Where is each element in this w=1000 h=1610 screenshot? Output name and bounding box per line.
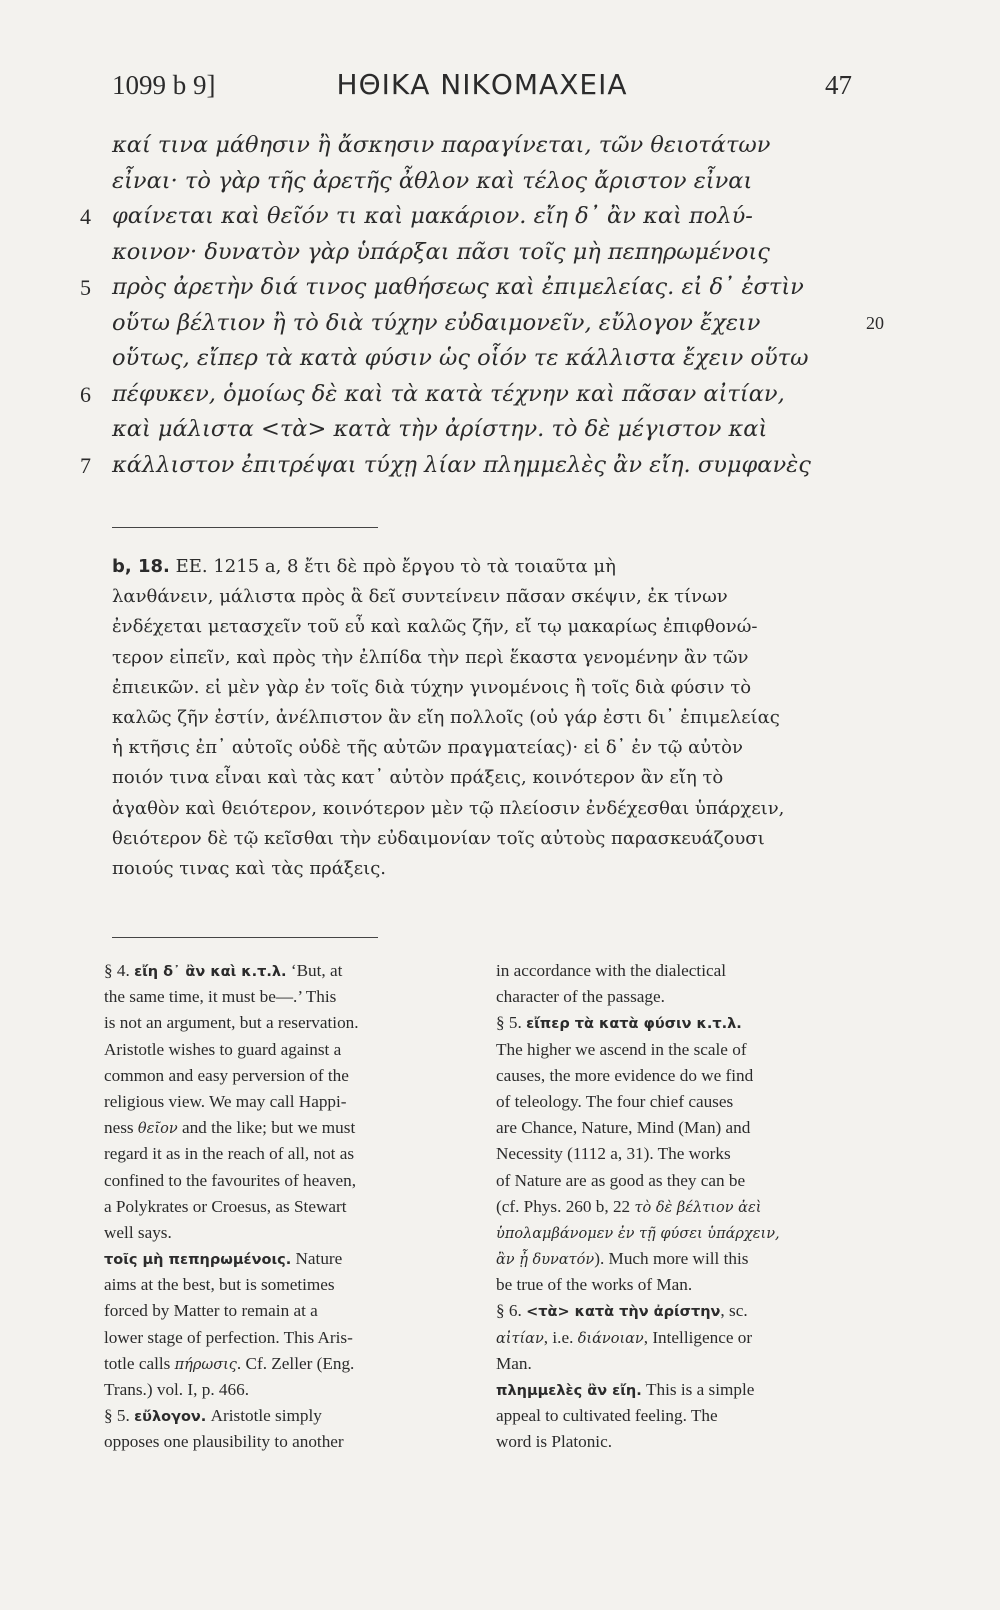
- note-line: [104, 1298, 456, 1324]
- note-text: word is Platonic.: [496, 1432, 613, 1452]
- commentary-left-column: [104, 958, 456, 1456]
- page-header: [112, 66, 852, 106]
- section-number: 5: [80, 275, 91, 300]
- note-text: and the like; but we must: [177, 1118, 356, 1138]
- note-line: [496, 1429, 848, 1455]
- line-text: εἶναι· τὸ γὰρ τῆς ἀρετῆς ἆθλον καὶ τέλος ἄριστον εἶναι: [112, 167, 753, 194]
- note-line: [104, 1141, 456, 1167]
- note-text: character of the passage.: [496, 987, 665, 1007]
- greek-quote: ὑπολαμβάνομεν ἐν τῇ φύσει ὑπάρχειν,: [496, 1225, 780, 1242]
- note-text: ness: [104, 1118, 138, 1138]
- greek-quote: αἰτίαν: [496, 1330, 544, 1347]
- reference-line: τερον εἰπεῖν, καὶ πρὸς τὴν ἐλπίδα τὴν περὶ ἕκαστα γενομένην ἂν τῶν: [112, 646, 749, 668]
- note-line: [496, 1246, 848, 1272]
- text-line: [80, 270, 852, 306]
- reference-line: θειότερον δὲ τῷ κεῖσθαι τὴν εὐδαιμονίαν τοῖς αὐτοὺς παρασκευάζουσι: [112, 827, 765, 849]
- running-title: ΗΘΙΚΑ ΝΙΚΟΜΑΧΕΙΑ: [336, 68, 628, 101]
- note-text: regard it as in the reach of all, not as: [104, 1144, 355, 1164]
- text-line: [80, 377, 852, 413]
- note-text: forced by Matter to remain at a: [104, 1301, 318, 1321]
- note-line: [104, 1010, 456, 1036]
- section-number: 7: [80, 452, 91, 478]
- note-text: Necessity (1112 a, 31). The works: [496, 1144, 731, 1164]
- note-text: the same time, it must be—.’ This: [104, 987, 337, 1007]
- note-line: [104, 1063, 456, 1089]
- note-text: (cf. Phys. 260 b, 22: [496, 1196, 635, 1216]
- note-text: totle calls: [104, 1353, 175, 1373]
- note-line: [496, 1325, 848, 1351]
- reference-head: b, 18.: [112, 556, 170, 577]
- main-text: [80, 128, 884, 483]
- note-line: [496, 1115, 848, 1141]
- note-line: [496, 1298, 848, 1324]
- note-text: opposes one plausibility to another: [104, 1432, 344, 1452]
- note-line: [104, 1246, 456, 1272]
- lemma: εὔλογον.: [134, 1409, 207, 1426]
- reference-line: ἐπιεικῶν. εἰ μὲν γὰρ ἐν τοῖς διὰ τύχην γινομένοις ἢ τοῖς διὰ φύσιν τὸ: [112, 676, 752, 698]
- note-text: ). Much more will this: [594, 1249, 749, 1269]
- text-line: [112, 341, 852, 377]
- greek-quote: πήρωσις: [174, 1356, 237, 1373]
- note-text: Aristotle wishes to guard against a: [104, 1039, 342, 1059]
- note-text: , i.e.: [543, 1327, 578, 1347]
- line-text: οὕτω βέλτιον ἢ τὸ διὰ τύχην εὐδαιμονεῖν, εὔλογον ἔχειν: [112, 309, 761, 336]
- reference-line: ἡ κτῆσις ἐπ᾽ αὐτοῖς οὐδὲ τῆς αὐτῶν πραγματείας)· εἰ δ᾽ ἐν τῷ αὐτὸν: [112, 737, 743, 759]
- note-text: ‘But, at: [286, 961, 343, 980]
- note-text: are Chance, Nature, Mind (Man) and: [496, 1118, 751, 1138]
- note-line: [496, 1220, 848, 1246]
- reference-line: ἀγαθὸν καὶ θειότερον, κοινότερον μὲν τῷ πλείοσιν ἐνδέχεσθαι ὑπάρχειν,: [112, 797, 785, 819]
- text-line: [112, 128, 852, 164]
- text-line: [112, 164, 852, 200]
- note-text: Trans.) vol. I, p. 466.: [104, 1380, 249, 1399]
- text-line: [112, 412, 852, 448]
- text-line: [80, 199, 852, 235]
- note-text: be true of the works of Man.: [496, 1275, 693, 1295]
- note-line: [104, 1429, 456, 1455]
- note-line: [104, 1377, 456, 1403]
- reference-text: ΕΕ. 1215 a, 8 ἔτι δὲ πρὸ ἔργου τὸ τὰ τοιαῦτα μὴ: [169, 556, 616, 577]
- note-line: [104, 958, 456, 984]
- note-text: This is a simple: [641, 1380, 755, 1399]
- greek-quote: διάνοιαν: [577, 1330, 644, 1347]
- note-line: [104, 1194, 456, 1220]
- reference-line: ποιόν τινα εἶναι καὶ τὰς κατ᾽ αὐτὸν πράξεις, κοινότερον ἂν εἴη τὸ: [112, 767, 724, 789]
- note-text: § 4.: [104, 961, 135, 980]
- note-text: . Cf. Zeller (Eng.: [236, 1353, 355, 1373]
- note-text: common and easy perversion of the: [104, 1065, 349, 1085]
- note-line: [496, 1377, 848, 1403]
- lemma: <τὰ> κατὰ τὴν ἀρίστην: [526, 1304, 721, 1321]
- note-text: § 6.: [496, 1301, 527, 1321]
- note-text: in accordance with the dialectical: [496, 961, 727, 980]
- line-text: κάλλιστον ἐπιτρέψαι τύχῃ λίαν πλημμελὲς ἂν εἴη. συμφανὲς: [112, 451, 811, 478]
- note-text: religious view. We may call Happi-: [104, 1091, 347, 1111]
- note-text: of teleology. The four chief causes: [496, 1091, 734, 1111]
- line-text: καί τινα μάθησιν ἢ ἄσκησιν παραγίνεται, τῶν θειοτάτων: [112, 132, 771, 158]
- reference-line: ἐνδέχεται μετασχεῖν τοῦ εὖ καὶ καλῶς ζῆν, εἴ τῳ μακαρίως ἐπιφθονώ-: [112, 616, 758, 638]
- greek-quote: ἂν ᾖ δυνατόν: [496, 1252, 595, 1269]
- note-line: [496, 1010, 848, 1036]
- lemma: πλημμελὲς ἂν εἴη.: [496, 1383, 642, 1399]
- note-text: , Intelligence or: [643, 1327, 753, 1347]
- note-text: is not an argument, but a reservation.: [104, 1013, 359, 1033]
- note-line: [496, 1063, 848, 1089]
- line-number: 20: [866, 312, 884, 333]
- note-line: [496, 1141, 848, 1167]
- note-line: [496, 984, 848, 1010]
- lemma: τοῖς μὴ πεπηρωμένοις.: [104, 1252, 292, 1269]
- note-line: [104, 1115, 456, 1141]
- note-text: § 5.: [496, 1013, 527, 1033]
- text-line: [112, 235, 852, 271]
- note-line: [496, 1351, 848, 1377]
- note-line: [104, 984, 456, 1010]
- line-text: φαίνεται καὶ θεῖόν τι καὶ μακάριον. εἴη δ᾽ ἂν καὶ πολύ-: [112, 203, 753, 229]
- divider: [112, 527, 378, 528]
- page-number: 47: [825, 70, 852, 100]
- line-text: καὶ μάλιστα <τὰ> κατὰ τὴν ἀρίστην. τὸ δὲ μέγιστον καὶ: [112, 416, 768, 442]
- reference-line: λανθάνειν, μάλιστα πρὸς ἃ δεῖ συντείνειν πᾶσαν σκέψιν, ἐκ τίνων: [112, 586, 728, 608]
- line-text: πρὸς ἀρετὴν διά τινος μαθήσεως καὶ ἐπιμελείας. εἰ δ᾽ ἐστὶν: [112, 274, 804, 300]
- note-line: [496, 1403, 848, 1429]
- reference-passage: [112, 552, 852, 884]
- note-line: [496, 1168, 848, 1194]
- note-line: [104, 1403, 456, 1429]
- note-text: The higher we ascend in the scale of: [496, 1039, 747, 1059]
- lemma: εἴη δ᾽ ἂν καὶ κ.τ.λ.: [134, 964, 287, 980]
- line-text: πέφυκεν, ὁμοίως δὲ καὶ τὰ κατὰ τέχνην καὶ πᾶσαν αἰτίαν,: [112, 380, 785, 407]
- note-text: Nature: [291, 1249, 343, 1269]
- commentary-right-column: [496, 958, 848, 1456]
- note-line: [104, 1272, 456, 1298]
- reference-line: καλῶς ζῆν ἐστίν, ἀνέλπιστον ἂν εἴη πολλοῖς (οὐ γάρ ἐστι δι᾽ ἐπιμελείας: [112, 706, 780, 728]
- text-line: [80, 448, 852, 484]
- greek-quote: θεῖον: [137, 1121, 178, 1138]
- note-line: [496, 1089, 848, 1115]
- reference-line: ποιούς τινας καὶ τὰς πράξεις.: [112, 857, 386, 879]
- section-number: 6: [80, 381, 91, 407]
- divider: [112, 937, 378, 938]
- note-line: [496, 1037, 848, 1063]
- note-text: § 5.: [104, 1406, 135, 1426]
- note-text: Man.: [496, 1353, 532, 1373]
- lemma: εἴπερ τὰ κατὰ φύσιν κ.τ.λ.: [526, 1016, 742, 1033]
- note-line: [104, 1351, 456, 1377]
- reference-line: [112, 552, 852, 582]
- note-text: a Polykrates or Croesus, as Stewart: [104, 1196, 347, 1216]
- note-line: [496, 958, 848, 984]
- note-text: confined to the favourites of heaven,: [104, 1170, 356, 1190]
- note-text: Aristotle simply: [206, 1406, 322, 1426]
- note-text: appeal to cultivated feeling. The: [496, 1406, 718, 1426]
- note-text: aims at the best, but is sometimes: [104, 1275, 335, 1295]
- note-line: [104, 1220, 456, 1246]
- note-line: [104, 1037, 456, 1063]
- note-text: lower stage of perfection. This Aris-: [104, 1327, 353, 1347]
- note-text: , sc.: [720, 1301, 748, 1321]
- note-text: causes, the more evidence do we find: [496, 1065, 754, 1085]
- text-line: [112, 306, 884, 342]
- note-line: [496, 1272, 848, 1298]
- note-line: [496, 1194, 848, 1220]
- note-text: well says.: [104, 1222, 172, 1242]
- greek-quote: τὸ δὲ βέλτιον ἀεὶ: [634, 1199, 762, 1216]
- line-text: κοινον· δυνατὸν γὰρ ὑπάρξαι πᾶσι τοῖς μὴ πεπηρωμένοις: [112, 238, 770, 265]
- note-text: of Nature are as good as they can be: [496, 1170, 746, 1190]
- note-line: [104, 1089, 456, 1115]
- note-line: [104, 1325, 456, 1351]
- section-reference: 1099 b 9]: [112, 70, 216, 100]
- line-text: οὕτως, εἴπερ τὰ κατὰ φύσιν ὡς οἷόν τε κάλλιστα ἔχειν οὕτω: [112, 345, 809, 371]
- note-line: [104, 1168, 456, 1194]
- section-number: 4: [80, 204, 91, 229]
